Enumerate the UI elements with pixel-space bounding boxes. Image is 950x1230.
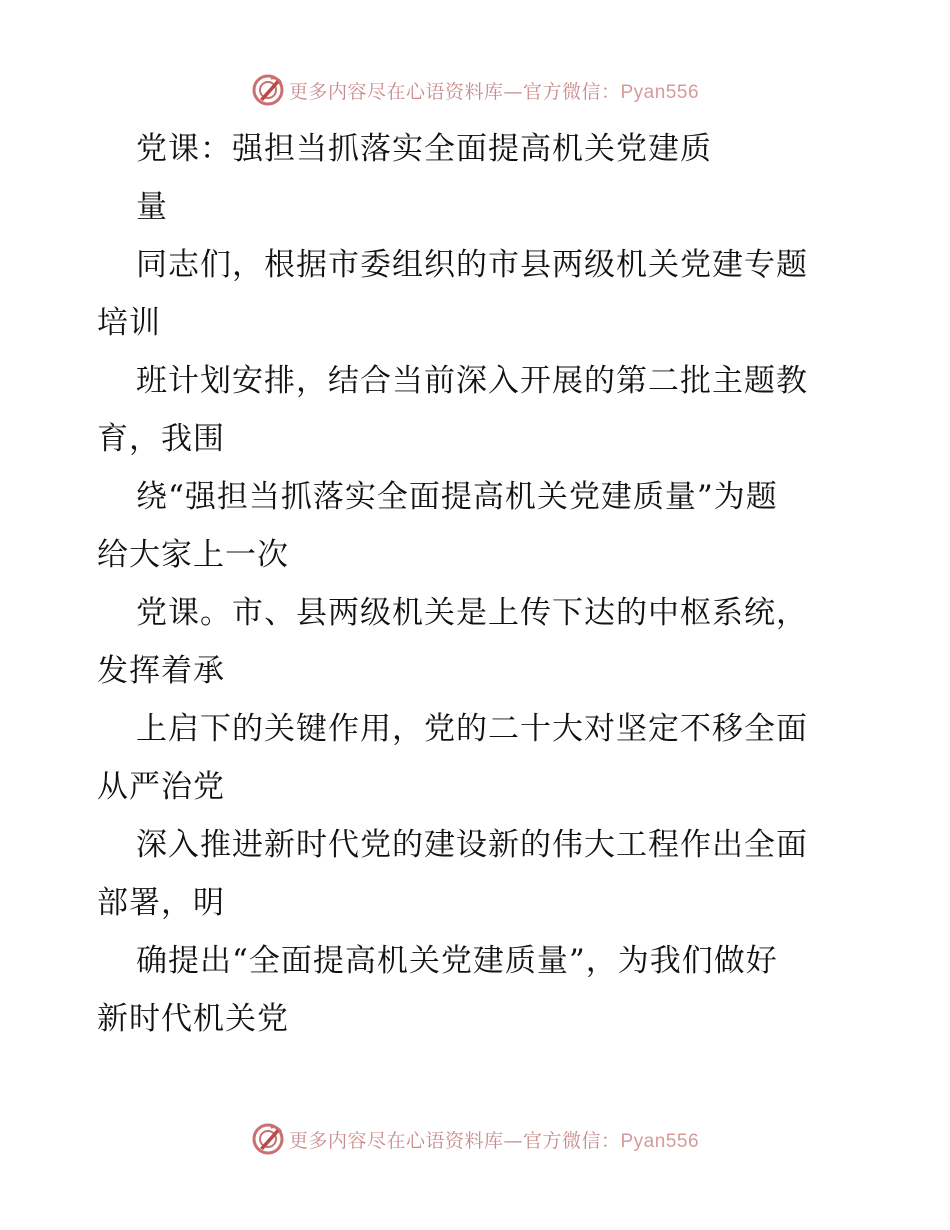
footer-watermark <box>0 1119 950 1159</box>
paragraph-line: 绕“强担当抓落实全面提高机关党建质量”为题 <box>136 479 778 515</box>
paragraph-line: 上启下的关键作用，党的二十大对坚定不移全面 <box>136 711 808 747</box>
paragraph-line: 党课。市、县两级机关是上传下达的中枢系统， <box>136 595 808 631</box>
paragraph-line: 从严治党 <box>97 769 225 805</box>
watermark-text-block <box>289 77 699 104</box>
watermark-logo-icon <box>251 73 285 107</box>
paragraph-line: 班计划安排，结合当前深入开展的第二批主题教 <box>136 363 808 399</box>
paragraph-line: 育，我围 <box>97 421 225 457</box>
watermark-separator: —官方微信： <box>503 80 621 103</box>
paragraph-line: 培训 <box>97 305 161 341</box>
paragraph-line: 确提出“全面提高机关党建质量”，为我们做好 <box>136 943 778 979</box>
watermark-text: 更多内容尽在心语资料库 <box>288 1129 504 1152</box>
paragraph-line: 深入推进新时代党的建设新的伟大工程作出全面 <box>136 827 808 863</box>
paragraph-line: 部署，明 <box>97 885 225 921</box>
document-title-line-2: 量 <box>136 189 168 225</box>
watermark-text: 更多内容尽在心语资料库 <box>288 80 504 103</box>
watermark-separator: —官方微信： <box>503 1129 621 1152</box>
watermark-account: Pyan556 <box>620 1130 700 1152</box>
paragraph-line: 给大家上一次 <box>97 537 289 573</box>
header-watermark <box>0 70 950 110</box>
watermark-account: Pyan556 <box>620 81 700 103</box>
watermark-text-block <box>289 1126 699 1153</box>
document-title-line-1: 党课：强担当抓落实全面提高机关党建质 <box>136 131 712 167</box>
paragraph-line: 新时代机关党 <box>97 1001 289 1037</box>
paragraph-line: 同志们，根据市委组织的市县两级机关党建专题 <box>136 247 808 283</box>
document-body <box>97 120 867 1048</box>
paragraph-line: 发挥着承 <box>97 653 225 689</box>
watermark-logo-icon <box>251 1122 285 1156</box>
